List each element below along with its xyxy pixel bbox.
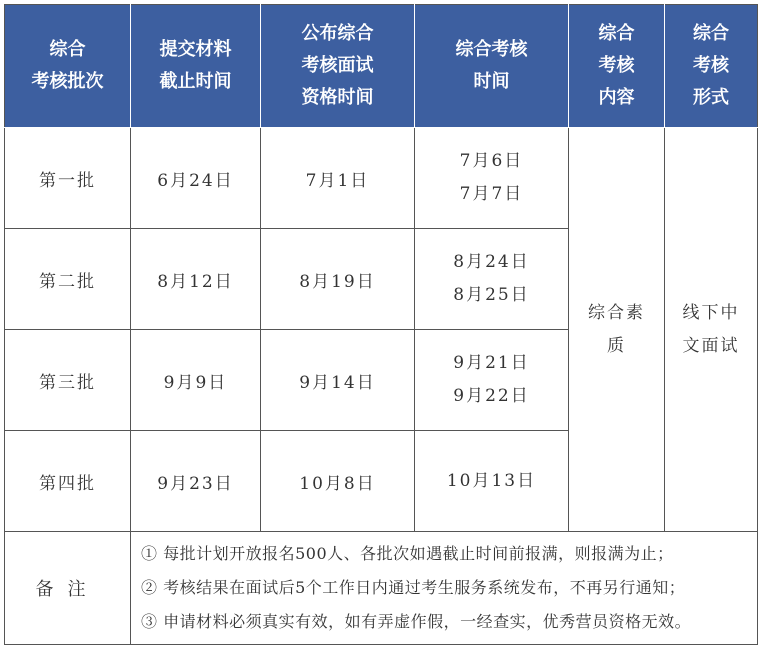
content-cell: 综合素 质 bbox=[569, 128, 665, 532]
assessment-schedule-table bbox=[4, 4, 758, 645]
note-item: ③ 申请材料必须真实有效，如有弄虚作假，一经查实，优秀营员资格无效。 bbox=[141, 612, 692, 631]
schedule-table-container bbox=[4, 4, 758, 645]
deadline-cell: 9月9日 bbox=[131, 330, 261, 431]
header-format: 综合 考核 形式 bbox=[665, 5, 758, 128]
deadline-cell: 9月23日 bbox=[131, 431, 261, 532]
batch-cell: 第四批 bbox=[5, 431, 131, 532]
note-item: ② 考核结果在面试后5个工作日内通过考生服务系统发布，不再另行通知； bbox=[141, 578, 686, 597]
table-row bbox=[5, 128, 758, 229]
exam-date-cell: 7月6日 7月7日 bbox=[415, 128, 569, 229]
exam-date-cell: 9月21日 9月22日 bbox=[415, 330, 569, 431]
notes-cell bbox=[131, 532, 758, 645]
header-content: 综合 考核 内容 bbox=[569, 5, 665, 128]
exam-date-cell: 8月24日 8月25日 bbox=[415, 229, 569, 330]
format-cell: 线下中 文面试 bbox=[665, 128, 758, 532]
deadline-cell: 6月24日 bbox=[131, 128, 261, 229]
publish-cell: 8月19日 bbox=[261, 229, 415, 330]
header-publish: 公布综合 考核面试 资格时间 bbox=[261, 5, 415, 128]
deadline-cell: 8月12日 bbox=[131, 229, 261, 330]
header-exam-time: 综合考核 时间 bbox=[415, 5, 569, 128]
publish-cell: 10月8日 bbox=[261, 431, 415, 532]
publish-cell: 7月1日 bbox=[261, 128, 415, 229]
publish-cell: 9月14日 bbox=[261, 330, 415, 431]
batch-cell: 第一批 bbox=[5, 128, 131, 229]
header-batch: 综合 考核批次 bbox=[5, 5, 131, 128]
notes-row bbox=[5, 532, 758, 645]
exam-date-cell: 10月13日 bbox=[415, 431, 569, 532]
header-deadline: 提交材料 截止时间 bbox=[131, 5, 261, 128]
batch-cell: 第二批 bbox=[5, 229, 131, 330]
header-row bbox=[5, 5, 758, 128]
note-item: ① 每批计划开放报名500人、各批次如遇截止时间前报满，则报满为止； bbox=[141, 544, 674, 563]
batch-cell: 第三批 bbox=[5, 330, 131, 431]
notes-label: 备注 bbox=[5, 532, 131, 645]
